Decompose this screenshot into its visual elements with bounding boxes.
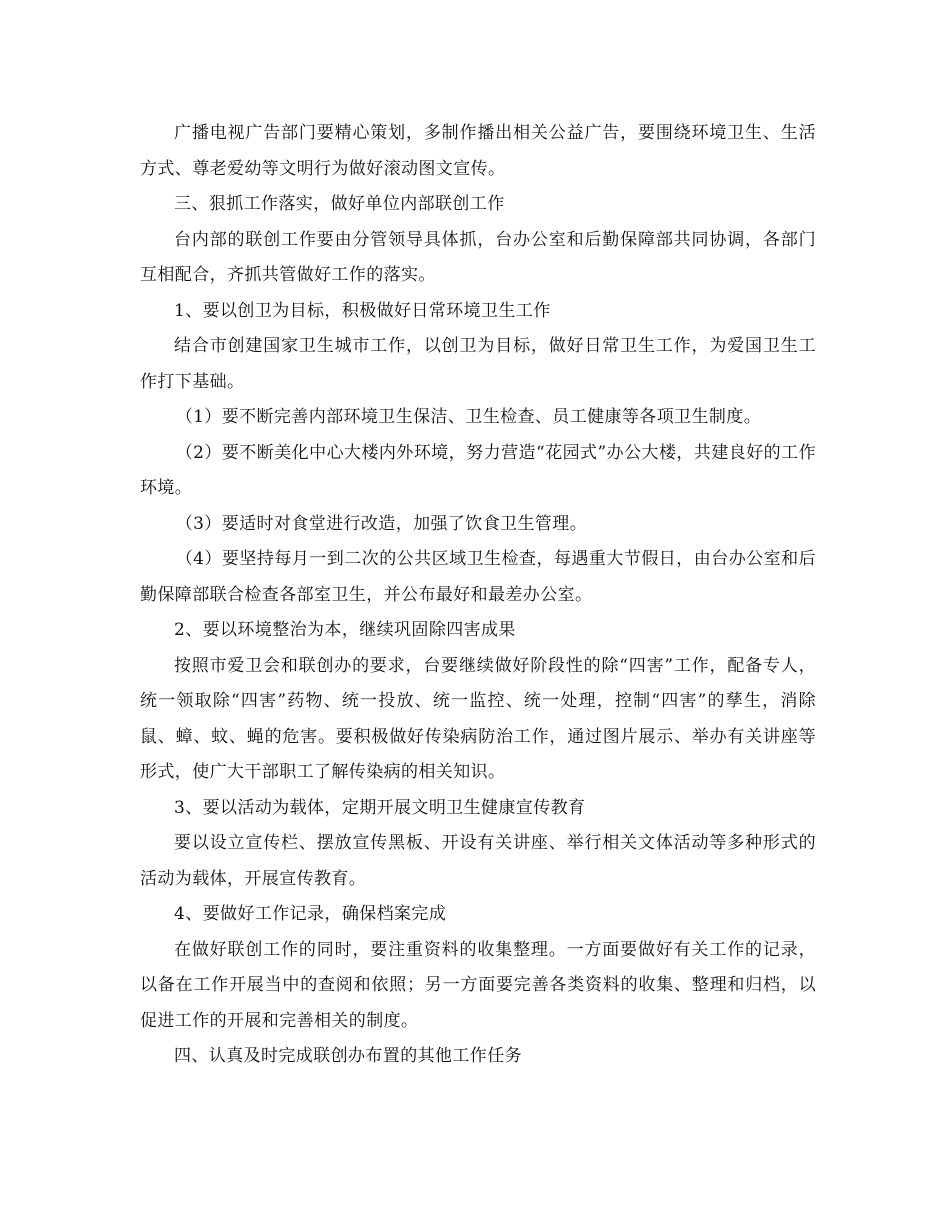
- sub-item-4: （4）要坚持每月一到二次的公共区域卫生检查，每遇重大节假日，由台办公室和后勤保障部联合检查各部室卫生，并公布最好和最差办公室。: [140, 549, 816, 605]
- item-heading-3: 3、要以活动为载体，定期开展文明卫生健康宣传教育: [174, 797, 586, 818]
- item-heading-2: 2、要以环境整治为本，继续巩固除四害成果: [174, 620, 516, 640]
- item-heading-4: 4、要做好工作记录，确保档案完成: [174, 904, 447, 924]
- document-body: [140, 116, 816, 1075]
- item-heading-1: 1、要以创卫为目标，积极做好日常环境卫生工作: [174, 300, 551, 321]
- sub-item-3: （3）要适时对食堂进行改造，加强了饮食卫生管理。: [175, 513, 588, 534]
- sub-item-2: （2）要不断美化中心大楼内外环境，努力营造“花园式”办公大楼，共建良好的工作环境。: [140, 442, 816, 498]
- paragraph-publicity: 要以设立宣传栏、摆放宣传黑板、开设有关讲座、举行相关文体活动等多种形式的活动为载体，开展宣传教育。: [140, 833, 816, 889]
- sub-item-1: （1）要不断完善内部环境卫生保洁、卫生检查、员工健康等各项卫生制度。: [175, 407, 762, 427]
- paragraph-city-hygiene: 结合市创建国家卫生城市工作，以创卫为目标，做好日常卫生工作，为爱国卫生工作打下基础。: [140, 336, 816, 392]
- paragraph-broadcast-ads: 广播电视广告部门要精心策划，多制作播出相关公益广告，要围绕环境卫生、生活方式、尊老爱幼等文明行为做好滚动图文宣传。: [140, 123, 816, 179]
- paragraph-four-pests: 按照市爱卫会和联创办的要求，台要继续做好阶段性的除“四害”工作，配备专人，统一领取除“四害”药物、统一投放、统一监控、统一处理，控制“四害”的孳生，消除鼠、蟑、蚊、蝇的危害。要积极做好传染病防治工作，通过图片展示、举办有关讲座等形式，使广大干部职工了解传染病的相关知识。: [140, 655, 816, 782]
- paragraph-internal-work: 台内部的联创工作要由分管领导具体抓，台办公室和后勤保障部共同协调，各部门互相配合，齐抓共管做好工作的落实。: [140, 229, 816, 285]
- paragraph-records: 在做好联创工作的同时，要注重资料的收集整理。一方面要做好有关工作的记录，以备在工作开展当中的查阅和依照；另一方面要完善各类资料的收集、整理和归档，以促进工作的开展和完善相关的制度。: [140, 939, 816, 1031]
- section-heading-3: 三、狠抓工作落实，做好单位内部联创工作: [174, 194, 505, 214]
- section-heading-4: 四、认真及时完成联创办布置的其他工作任务: [174, 1046, 522, 1066]
